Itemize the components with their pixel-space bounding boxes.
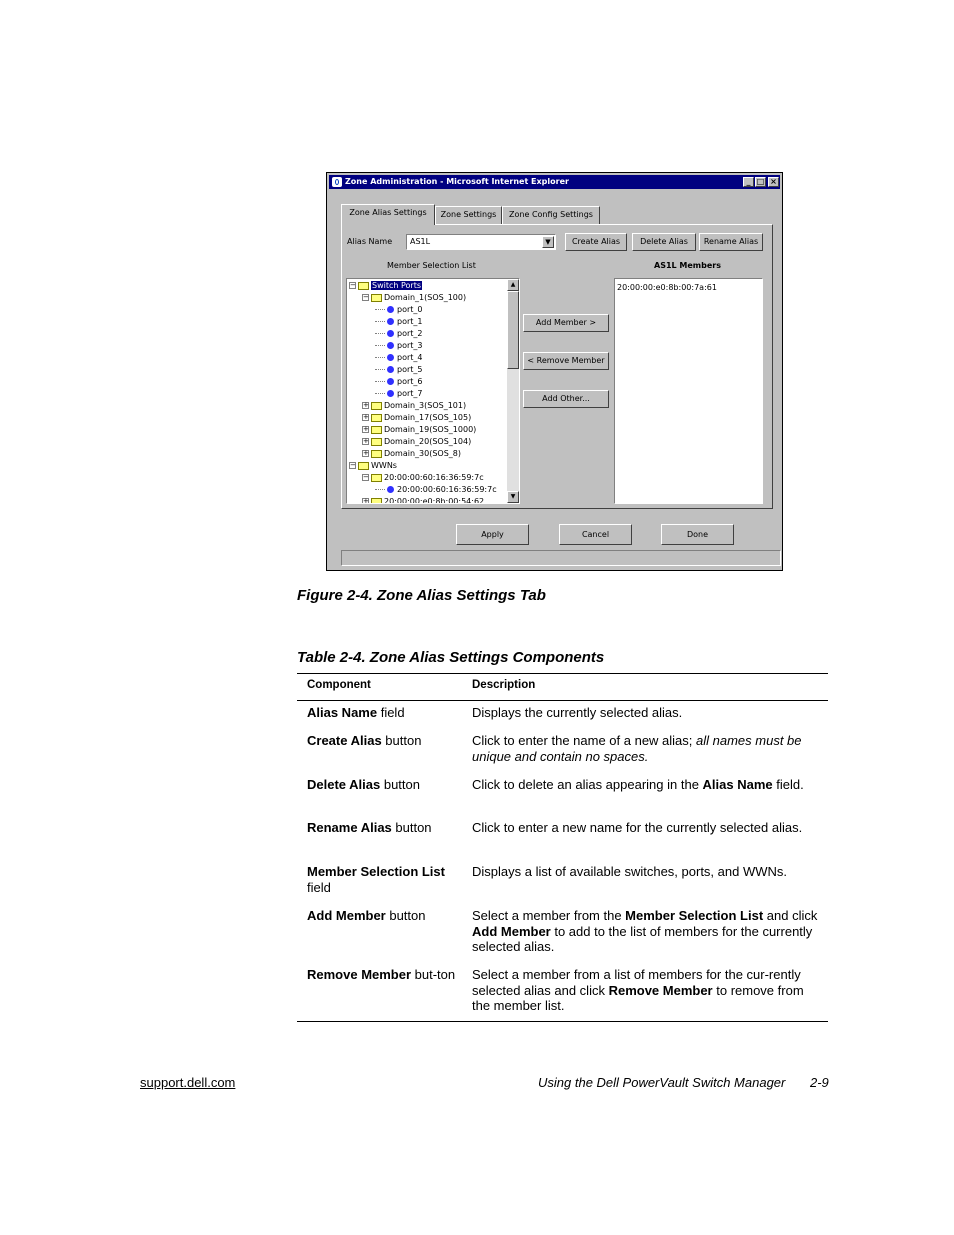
description-text: Alias Name (702, 777, 773, 792)
port-icon (387, 342, 394, 349)
tree-connector (375, 321, 385, 322)
expand-icon[interactable]: + (363, 449, 369, 457)
component-name: Add Member (307, 908, 386, 923)
tree-node-label: port_7 (397, 389, 423, 398)
alias-members-list[interactable] (614, 278, 763, 504)
table-cell-description (472, 908, 822, 955)
folder-icon (371, 414, 382, 422)
member-selection-label: Member Selection List (387, 261, 476, 270)
tree-node-label: port_3 (397, 341, 423, 350)
tree-node[interactable] (362, 448, 461, 460)
table-title: Table 2-4. Zone Alias Settings Components (297, 649, 605, 666)
component-type: button (380, 777, 420, 792)
folder-icon (371, 426, 382, 434)
table-cell-description (472, 864, 822, 880)
scroll-up-icon[interactable]: ▲ (507, 279, 519, 291)
tree-node[interactable] (375, 484, 497, 496)
collapse-icon[interactable]: − (363, 293, 369, 301)
alias-name-value: AS1L (410, 237, 431, 246)
table-header-rule (297, 700, 828, 701)
tree-node-label: Domain_19(SOS_1000) (384, 425, 477, 434)
table-cell-description (472, 733, 822, 764)
table-cell-description (472, 777, 822, 793)
minimize-button[interactable]: _ (743, 177, 754, 187)
tree-connector (375, 309, 385, 310)
tree-node-label: 20:00:00:60:16:36:59:7c (384, 473, 484, 482)
tree-node[interactable] (362, 400, 466, 412)
component-name: Create Alias (307, 733, 382, 748)
close-button[interactable]: × (768, 177, 779, 187)
folder-icon (371, 498, 382, 505)
component-name: Remove Member (307, 967, 412, 982)
description-text: to add to the list of members for the currently selected alias. (472, 923, 813, 954)
tree-node-label: 20:00:00:e0:8b:00:54:62 (384, 497, 485, 504)
remove-member-button[interactable]: < Remove Member (523, 352, 609, 370)
port-icon (387, 486, 394, 493)
expand-icon[interactable]: + (363, 497, 369, 504)
port-icon (387, 366, 394, 373)
tree-connector (375, 393, 385, 394)
add-other-button[interactable]: Add Other... (523, 390, 609, 408)
component-name: Alias Name (307, 705, 378, 720)
component-type: button (381, 733, 422, 748)
table-cell-component (307, 705, 457, 721)
port-icon (387, 378, 394, 385)
tree-node[interactable] (375, 376, 423, 388)
port-icon (387, 318, 394, 325)
member-selection-tree[interactable] (346, 278, 520, 504)
tree-node[interactable] (362, 292, 466, 304)
component-name: Member Selection List (307, 864, 445, 879)
ie-window (326, 172, 783, 571)
folder-icon (371, 450, 382, 458)
description-text: Click to enter a new name for the currently selected alias. (472, 820, 803, 835)
folder-icon (371, 402, 382, 410)
tree-connector (375, 357, 385, 358)
column-header-description: Description (472, 679, 536, 691)
apply-button[interactable]: Apply (456, 524, 529, 545)
tree-node[interactable] (375, 340, 423, 352)
description-text: field. (772, 777, 804, 792)
description-text: Select a member from a list of members for the cur-rently selected alias and click (472, 967, 801, 998)
component-type: field (377, 705, 405, 720)
tree-node[interactable] (362, 436, 471, 448)
tree-scrollbar[interactable] (507, 279, 519, 503)
table-cell-description (472, 820, 822, 836)
component-name: Delete Alias (307, 777, 381, 792)
tree-node-label: Domain_1(SOS_100) (384, 293, 467, 302)
tree-node[interactable] (375, 316, 423, 328)
tree-node-label: port_1 (397, 317, 423, 326)
alias-name-select[interactable] (406, 234, 556, 250)
tree-node-label: WWNs (371, 461, 397, 470)
tree-node[interactable] (375, 388, 423, 400)
description-text: and click (763, 908, 818, 923)
tree-node[interactable] (349, 280, 422, 292)
tree-node[interactable] (375, 328, 423, 340)
tree-node-label: Domain_17(SOS_105) (384, 413, 472, 422)
tree-node-label: Domain_20(SOS_104) (384, 437, 472, 446)
rename-alias-button[interactable]: Rename Alias (699, 233, 763, 251)
expand-icon[interactable]: + (363, 425, 369, 433)
scroll-down-icon[interactable]: ▼ (507, 491, 519, 503)
tree-node[interactable] (375, 352, 423, 364)
table-bottom-rule (297, 1021, 828, 1022)
table-cell-component (307, 908, 457, 924)
tab-zone-settings[interactable]: Zone Settings (435, 206, 502, 224)
folder-icon (371, 438, 382, 446)
table-cell-description (472, 967, 822, 1014)
status-bar (341, 550, 781, 566)
tree-connector (375, 369, 385, 370)
tree-node-label: Domain_3(SOS_101) (384, 401, 467, 410)
description-text: all names must be unique and contain no spaces. (472, 733, 802, 764)
tree-node[interactable] (362, 412, 471, 424)
tree-node-label: port_5 (397, 365, 423, 374)
scroll-thumb[interactable] (507, 291, 519, 369)
chevron-down-icon[interactable]: ▼ (542, 236, 554, 248)
port-icon (387, 390, 394, 397)
description-text: Select a member from the (472, 908, 626, 923)
table-cell-component (307, 777, 457, 793)
members-label: AS1L Members (654, 261, 721, 270)
collapse-icon[interactable]: − (350, 461, 356, 469)
component-type: button (391, 820, 432, 835)
tree-node[interactable] (362, 424, 476, 436)
create-alias-button[interactable]: Create Alias (565, 233, 627, 251)
tree-connector (375, 333, 385, 334)
table-cell-component (307, 864, 457, 895)
cancel-button[interactable]: Cancel (559, 524, 632, 545)
tree-node[interactable] (375, 364, 423, 376)
port-icon (387, 330, 394, 337)
table-cell-component (307, 967, 457, 983)
tree-connector (375, 345, 385, 346)
window-title: Zone Administration - Microsoft Internet Explorer (345, 177, 569, 186)
delete-alias-button[interactable]: Delete Alias (632, 233, 696, 251)
component-type: button (385, 908, 426, 923)
table-cell-component (307, 820, 457, 836)
component-type: but-ton (411, 967, 456, 982)
tree-node[interactable] (349, 460, 397, 472)
description-text: Member Selection List (625, 908, 764, 923)
collapse-icon[interactable]: − (363, 473, 369, 481)
port-icon (387, 354, 394, 361)
description-text: Displays a list of available switches, ports, and WWNs. (472, 864, 787, 879)
tab-zone-alias-settings[interactable]: Zone Alias Settings (341, 204, 435, 225)
description-text: Remove Member (608, 982, 713, 998)
tree-connector (375, 381, 385, 382)
tree-node-label: port_0 (397, 305, 423, 314)
tree-node[interactable] (362, 472, 484, 484)
alias-name-label: Alias Name (347, 237, 393, 246)
description-text: Click to enter the name of a new alias; (472, 733, 697, 748)
port-icon (387, 306, 394, 313)
folder-icon (358, 462, 369, 470)
folder-icon (371, 294, 382, 302)
done-button[interactable]: Done (661, 524, 734, 545)
component-type: field (307, 879, 331, 895)
column-header-component: Component (307, 679, 371, 691)
internet-explorer-icon (332, 177, 342, 187)
footer-running-title: Using the Dell PowerVault Switch Manager (538, 1075, 786, 1090)
tree-connector (375, 489, 385, 490)
add-member-button[interactable]: Add Member > (523, 314, 609, 332)
folder-icon (371, 474, 382, 482)
description-text: Add Member (472, 923, 551, 939)
tab-zone-config-settings[interactable]: Zone Config Settings (502, 206, 600, 224)
table-top-rule (297, 673, 828, 674)
footer-link[interactable]: support.dell.com (140, 1075, 236, 1090)
expand-icon[interactable]: + (363, 437, 369, 445)
tree-node-label: Switch Ports (372, 281, 422, 290)
collapse-icon[interactable]: − (350, 281, 356, 289)
tree-node-label: Domain_30(SOS_8) (384, 449, 462, 458)
folder-icon (358, 282, 369, 290)
tree-node[interactable] (375, 304, 423, 316)
tree-node-label: 20:00:00:60:16:36:59:7c (397, 485, 497, 494)
tree-node-label: port_4 (397, 353, 423, 362)
table-cell-component (307, 733, 457, 749)
list-item[interactable]: 20:00:00:e0:8b:00:7a:61 (617, 283, 717, 292)
table-cell-description (472, 705, 822, 721)
description-text: Click to delete an alias appearing in the (472, 777, 703, 792)
figure-caption: Figure 2-4. Zone Alias Settings Tab (297, 587, 546, 604)
expand-icon[interactable]: + (363, 413, 369, 421)
tree-node[interactable] (362, 496, 484, 504)
tree-node-label: port_6 (397, 377, 423, 386)
title-bar (329, 175, 780, 189)
footer-page-number: 2-9 (810, 1075, 829, 1090)
description-text: Displays the currently selected alias. (472, 705, 683, 720)
tree-node-label: port_2 (397, 329, 423, 338)
expand-icon[interactable]: + (363, 401, 369, 409)
description-text: to remove from the member list. (472, 982, 804, 1013)
component-name: Rename Alias (307, 820, 392, 835)
maximize-button[interactable]: □ (756, 177, 765, 186)
